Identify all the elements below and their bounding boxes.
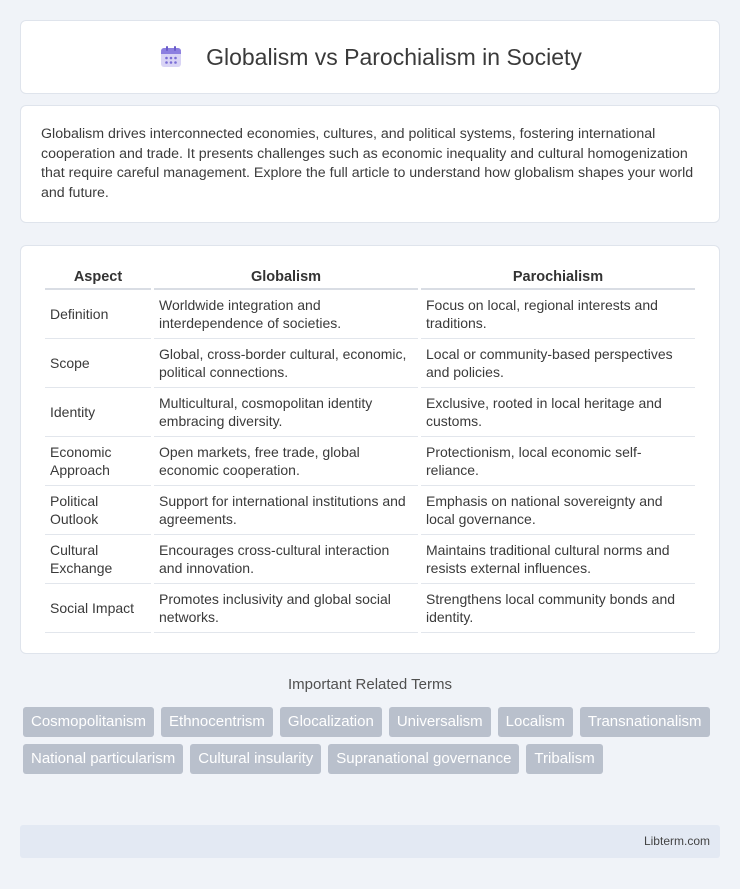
tag-tribalism[interactable]: Tribalism xyxy=(526,744,602,774)
cell-globalism: Multicultural, cosmopolitan identity embracing diversity. xyxy=(154,388,418,437)
cell-globalism: Worldwide integration and interdependence of societies. xyxy=(154,290,418,339)
footer-site-link[interactable]: Libterm.com xyxy=(643,834,710,848)
cell-aspect: Scope xyxy=(45,339,151,388)
tag-universalism[interactable]: Universalism xyxy=(389,707,491,737)
tag-ethnocentrism[interactable]: Ethnocentrism xyxy=(161,707,273,737)
comparison-table-card xyxy=(20,245,720,654)
tag-cultural-insularity[interactable]: Cultural insularity xyxy=(190,744,321,774)
cell-parochialism: Focus on local, regional interests and traditions. xyxy=(421,290,695,339)
tag-glocalization[interactable]: Glocalization xyxy=(280,707,382,737)
cell-parochialism: Maintains traditional cultural norms and resists external influences. xyxy=(421,535,695,584)
cell-aspect: Economic Approach xyxy=(45,437,151,486)
header-card xyxy=(20,20,720,94)
table-header-row xyxy=(45,266,695,290)
header-aspect: Aspect xyxy=(45,266,151,290)
cell-globalism: Promotes inclusivity and global social networks. xyxy=(154,584,418,633)
cell-aspect: Cultural Exchange xyxy=(45,535,151,584)
cell-parochialism: Emphasis on national sovereignty and local governance. xyxy=(421,486,695,535)
cell-parochialism: Exclusive, rooted in local heritage and customs. xyxy=(421,388,695,437)
footer xyxy=(20,825,720,858)
cell-globalism: Global, cross-border cultural, economic, political connections. xyxy=(154,339,418,388)
cell-parochialism: Local or community-based perspectives and policies. xyxy=(421,339,695,388)
intro-card xyxy=(20,105,720,223)
tag-transnationalism[interactable]: Transnationalism xyxy=(580,707,710,737)
cell-aspect: Identity xyxy=(45,388,151,437)
tag-cosmopolitanism[interactable]: Cosmopolitanism xyxy=(23,707,154,737)
cell-globalism: Support for international institutions and agreements. xyxy=(154,486,418,535)
tag-localism[interactable]: Localism xyxy=(498,707,573,737)
header-parochialism: Parochialism xyxy=(421,266,695,290)
related-terms-title: Important Related Terms xyxy=(288,676,452,693)
cell-aspect: Definition xyxy=(45,290,151,339)
table-row xyxy=(45,339,695,388)
cell-globalism: Encourages cross-cultural interaction and innovation. xyxy=(154,535,418,584)
table-row xyxy=(45,584,695,633)
table-row xyxy=(45,388,695,437)
tag-national-particularism[interactable]: National particularism xyxy=(23,744,183,774)
table-row xyxy=(45,290,695,339)
comparison-table xyxy=(42,266,698,633)
cell-aspect: Social Impact xyxy=(45,584,151,633)
table-row xyxy=(45,437,695,486)
page-title: Globalism vs Parochialism in Society xyxy=(206,43,582,70)
intro-text: Globalism drives interconnected economies, cultures, and political systems, fostering international cooperation and trade. It presents challenges such as economic inequality and cultural homogenization that require careful management. Explore the full article to understand how globalism shapes your world and future. xyxy=(41,126,694,201)
table-row xyxy=(45,535,695,584)
cell-parochialism: Protectionism, local economic self-reliance. xyxy=(421,437,695,486)
header-globalism: Globalism xyxy=(154,266,418,290)
tag-supranational-governance[interactable]: Supranational governance xyxy=(328,744,519,774)
cell-aspect: Political Outlook xyxy=(45,486,151,535)
calendar-icon xyxy=(158,44,184,70)
table-row xyxy=(45,486,695,535)
cell-globalism: Open markets, free trade, global economic cooperation. xyxy=(154,437,418,486)
related-terms-list xyxy=(23,707,713,774)
cell-parochialism: Strengthens local community bonds and identity. xyxy=(421,584,695,633)
